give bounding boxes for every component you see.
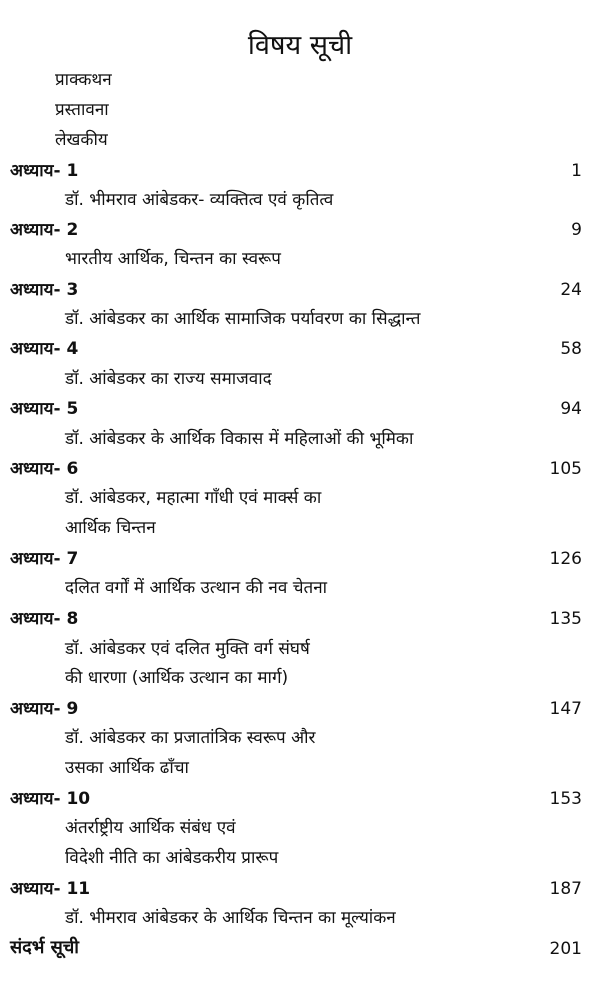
chapter-10-page-number: 153 xyxy=(549,789,582,809)
bibliography-page-number: 201 xyxy=(549,939,582,959)
chapter-6-label: अध्याय- 6 xyxy=(10,459,79,479)
chapter-7-label: अध्याय- 7 xyxy=(10,549,79,569)
chapter-5-label: अध्याय- 5 xyxy=(10,399,79,419)
chapter-10-label: अध्याय- 10 xyxy=(10,789,91,809)
chapter-1-title: डॉ. भीमराव आंबेडकर- व्यक्तित्व एवं कृतित्व xyxy=(65,190,334,210)
chapter-8-title-line-1: डॉ. आंबेडकर एवं दलित मुक्ति वर्ग संघर्ष xyxy=(65,639,310,659)
chapter-8-title-line-2: की धारणा (आर्थिक उत्थान का मार्ग) xyxy=(65,668,289,688)
bibliography-label: संदर्भ सूची xyxy=(10,937,79,958)
chapter-2-title: भारतीय आर्थिक, चिन्तन का स्वरूप xyxy=(65,249,281,269)
chapter-6-page-number: 105 xyxy=(549,459,582,479)
chapter-1-page-number: 1 xyxy=(571,161,582,181)
page-title: विषय सूची xyxy=(247,30,353,61)
chapter-3-label: अध्याय- 3 xyxy=(10,280,79,300)
front-matter-item-preface: प्रस्तावना xyxy=(55,100,109,120)
chapter-4-label: अध्याय- 4 xyxy=(10,339,79,359)
chapter-4-title: डॉ. आंबेडकर का राज्य समाजवाद xyxy=(65,369,272,389)
chapter-4-page-number: 58 xyxy=(560,339,582,359)
chapter-10-title-line-1: अंतर्राष्ट्रीय आर्थिक संबंध एवं xyxy=(65,818,236,838)
chapter-8-page-number: 135 xyxy=(549,609,582,629)
chapter-9-page-number: 147 xyxy=(549,699,582,719)
chapter-9-title-line-2: उसका आर्थिक ढाँचा xyxy=(65,758,189,778)
chapter-9-label: अध्याय- 9 xyxy=(10,699,79,719)
chapter-3-page-number: 24 xyxy=(560,280,582,300)
chapter-11-title: डॉ. भीमराव आंबेडकर के आर्थिक चिन्तन का मूल्यांकन xyxy=(65,908,396,928)
chapter-7-title: दलित वर्गों में आर्थिक उत्थान की नव चेतना xyxy=(65,578,328,598)
chapter-9-title-line-1: डॉ. आंबेडकर का प्रजातांत्रिक स्वरूप और xyxy=(65,728,316,748)
chapter-2-label: अध्याय- 2 xyxy=(10,220,79,240)
chapter-2-page-number: 9 xyxy=(571,220,582,240)
chapter-11-label: अध्याय- 11 xyxy=(10,879,91,899)
chapter-5-title: डॉ. आंबेडकर के आर्थिक विकास में महिलाओं की भूमिका xyxy=(65,429,414,449)
chapter-1-label: अध्याय- 1 xyxy=(10,161,79,181)
chapter-11-page-number: 187 xyxy=(549,879,582,899)
chapter-7-page-number: 126 xyxy=(549,549,582,569)
chapter-3-title: डॉ. आंबेडकर का आर्थिक सामाजिक पर्यावरण का सिद्धान्त xyxy=(65,309,421,329)
chapter-6-title-line-1: डॉ. आंबेडकर, महात्मा गाँधी एवं मार्क्स का xyxy=(65,488,322,508)
chapter-8-label: अध्याय- 8 xyxy=(10,609,79,629)
front-matter-item-authors-note: लेखकीय xyxy=(55,130,108,150)
chapter-10-title-line-2: विदेशी नीति का आंबेडकरीय प्रारूप xyxy=(65,848,279,868)
chapter-6-title-line-2: आर्थिक चिन्तन xyxy=(65,518,156,538)
front-matter-item-foreword: प्राक्कथन xyxy=(55,70,112,90)
chapter-5-page-number: 94 xyxy=(560,399,582,419)
